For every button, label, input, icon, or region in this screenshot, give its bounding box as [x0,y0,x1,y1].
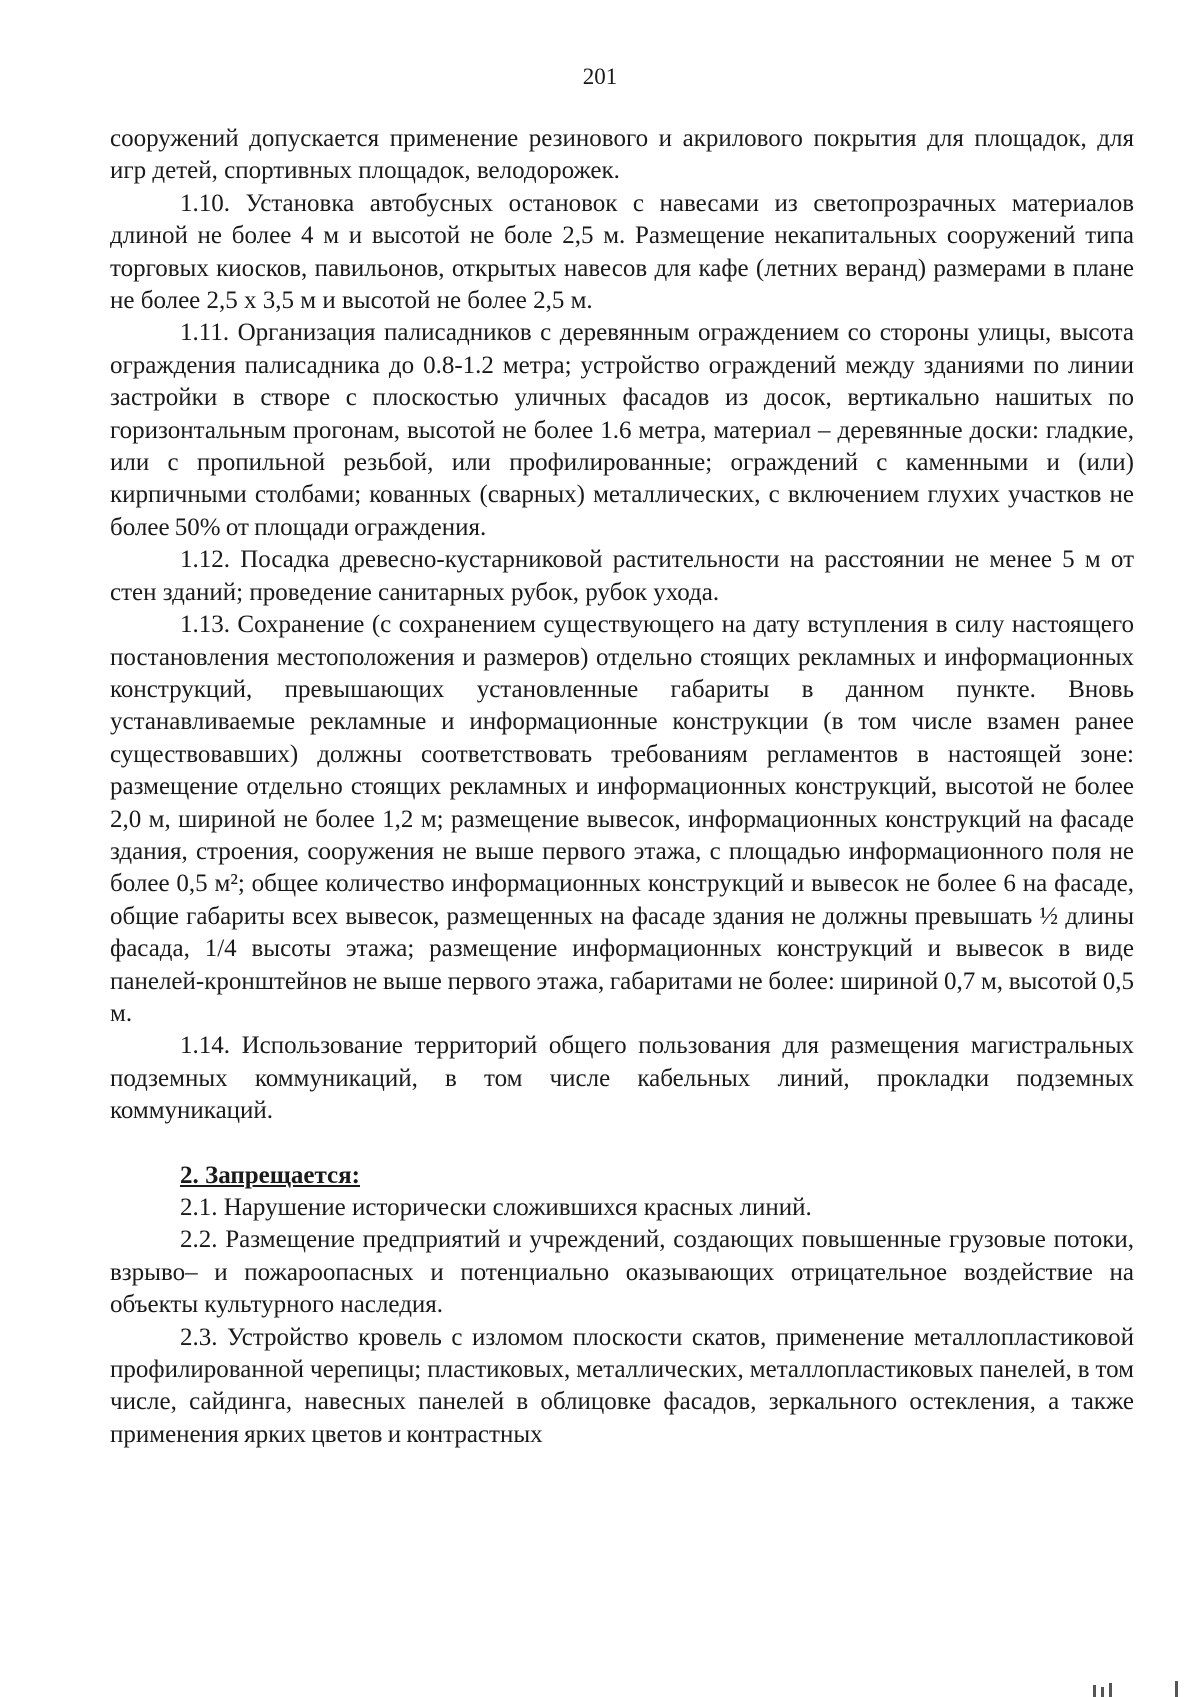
paragraph-1-12: 1.12. Посадка древесно-кустарниковой растительности на расстоянии не менее 5 м от стен зданий; проведение санитарных рубок, рубок ухода. [110,546,1134,606]
paragraph-1-10: 1.10. Установка автобусных остановок с навесами из светопрозрачных материалов длиной не более 4 м и высотой не боле 2,5 м. Размещение некапитальных сооружений типа торговых киосков, павильонов, открытых навесов для кафе (летних веранд) размерами в плане не более 2,5 х 3,5 м и высотой не более 2,5 м. [110,189,1134,315]
paragraph-1-13: 1.13. Сохранение (с сохранением существующего на дату вступления в силу настоящего постановления местоположения и размеров) отдельно стоящих рекламных и информационных конструкций, превышающих установленные габариты в данном пункте. Вновь устанавливаемые рекламные и информационные конструкции (в том числе взамен ранее существовавших) должны соответствовать требованиям регламентов в настоящей зоне: размещение отдельно стоящих рекламных и информационных конструкций, высотой не более 2,0 м, шириной не более 1,2 м; размещение вывесок, информационных конструкций на фасаде здания, строения, сооружения не выше первого этажа, с площадью информационного поля не более 0,5 м²; общее количество информационных конструкций и вывесок не более 6 на фасаде, общие габариты всех вывесок, размещенных на фасаде здания не должны превышать ½ длины фасада, 1/4 высоты этажа; размещение информационных конструкций и вывесок в виде панелей-кронштейнов не выше первого этажа, габаритами не более: шириной 0,7 м, высотой 0,5 м. [110,611,1134,1027]
section-spacer [110,1128,1134,1160]
paragraph-2-2: 2.2. Размещение предприятий и учреждений, создающих повышенные грузовые потоки, взрыво– и пожароопасных и потенциально оказывающих отрицательное воздействие на объекты культурного наследия. [110,1226,1134,1319]
scan-artifact-mark [1093,1685,1096,1697]
page-number: 201 [582,64,618,89]
scan-artifact-mark [1101,1687,1104,1697]
scan-artifact-mark [1109,1683,1112,1697]
paragraph-1-11: 1.11. Организация палисадников с деревянным ограждением со стороны улицы, высота ограждения палисадника до 0.8-1.2 метра; устройство ограждений между зданиями по линии застройки в створе с плоскостью уличных фасадов из досок, вертикально нашитых по горизонтальным прогонам, высотой не более 1.6 метра, материал – деревянные доски: гладкие, или с пропильной резьбой, или профилированные; ограждений с каменными и (или) кирпичными столбами; кованных (сварных) металлических, с включением глухих участков не более 50% от площади ограждения. [110,319,1134,541]
section-2-heading: 2. Запрещается: [180,1161,361,1189]
paragraph-2-1: 2.1. Нарушение исторически сложившихся красных линий. [180,1194,812,1221]
paragraph-1-14: 1.14. Использование территорий общего пользования для размещения магистральных подземных коммуникаций, в том числе кабельных линий, прокладки подземных коммуникаций. [110,1032,1134,1125]
paragraph-2-3: 2.3. Устройство кровель с изломом плоскости скатов, применение металлопластиковой профилированной черепицы; пластиковых, металлических, металлопластиковых панелей, в том числе, сайдинга, навесных панелей в облицовке фасадов, зеркального остекления, а также применения ярких цветов и контрастных [110,1323,1134,1448]
document-body [110,123,1134,1451]
paragraph-continuation: сооружений допускается применение резинового и акрилового покрытия для площадок, для игр детей, спортивных площадок, велодорожек. [110,125,1134,185]
scan-artifact-mark [1175,1681,1178,1697]
